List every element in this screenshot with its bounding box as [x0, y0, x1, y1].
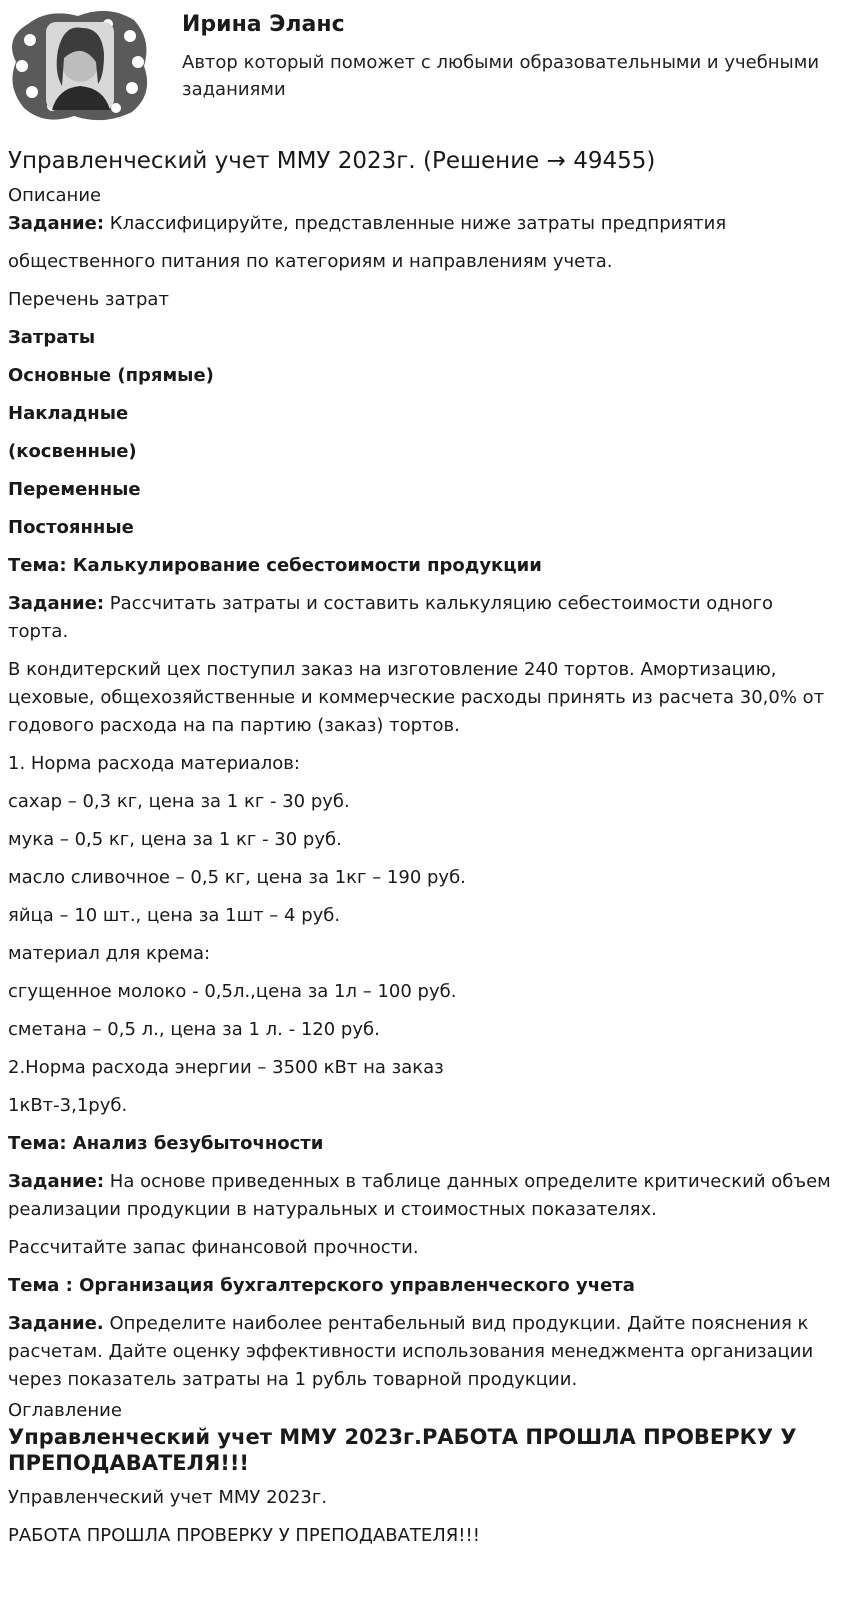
toc-heading: Управленческий учет ММУ 2023г.РАБОТА ПРОШЛА ПРОВЕРКУ У ПРЕПОДАВАТЕЛЯ!!! — [8, 1425, 797, 1475]
description-paragraph — [8, 1310, 833, 1394]
paragraph-text: сгущенное молоко - 0,5л.,цена за 1л – 100 руб. — [8, 981, 457, 1002]
paragraph-bold-lead: Переменные — [8, 479, 141, 500]
paragraph-bold-lead: Основные (прямые) — [8, 365, 214, 386]
description-paragraph — [8, 902, 833, 930]
description-paragraph — [8, 864, 833, 892]
paragraph-bold-lead: Задание: — [8, 213, 105, 234]
description-paragraph — [8, 656, 833, 740]
author-name[interactable]: Ирина Эланс — [182, 12, 345, 37]
page-title: Управленческий учет ММУ 2023г. (Решение → 49455) — [8, 148, 656, 174]
description-paragraph — [8, 514, 833, 542]
paragraph-bold-lead: Задание: — [8, 1171, 105, 1192]
paragraph-text: яйца – 10 шт., цена за 1шт – 4 руб. — [8, 905, 341, 926]
paragraph-text: масло сливочное – 0,5 кг, цена за 1кг – 190 руб. — [8, 867, 466, 888]
paragraph-text: 1. Норма расхода материалов: — [8, 753, 300, 774]
description-paragraph — [8, 1054, 833, 1082]
author-avatar[interactable] — [8, 6, 150, 124]
paragraph-text: общественного питания по категориям и направлениям учета. — [8, 251, 613, 272]
description-paragraph — [8, 940, 833, 968]
paragraph-text: Определите наиболее рентабельный вид продукции. Дайте пояснения к расчетам. Дайте оценку эффективности использования менеджмента организации через показатель затраты на 1 рубль товарной продукции. — [8, 1313, 814, 1390]
description-paragraph — [8, 476, 833, 504]
toc-body — [8, 1484, 833, 1560]
description-paragraph — [8, 1234, 833, 1262]
description-body — [8, 210, 833, 1404]
toc-label: Оглавление — [8, 1400, 122, 1421]
description-paragraph — [8, 590, 833, 646]
paragraph-bold-lead: Тема: Калькулирование себестоимости продукции — [8, 555, 542, 576]
paragraph-bold-lead: Затраты — [8, 327, 96, 348]
description-paragraph — [8, 210, 833, 238]
paragraph-bold-lead: (косвенные) — [8, 441, 137, 462]
description-paragraph — [8, 978, 833, 1006]
paragraph-text: Классифицируйте, представленные ниже затраты предприятия — [104, 213, 727, 234]
description-paragraph — [8, 1168, 833, 1224]
paragraph-text: 1кВт-3,1руб. — [8, 1095, 128, 1116]
paragraph-bold-lead: Задание. — [8, 1313, 104, 1334]
description-paragraph — [8, 1016, 833, 1044]
paragraph-bold-lead: Накладные — [8, 403, 129, 424]
description-paragraph — [8, 552, 833, 580]
description-paragraph — [8, 826, 833, 854]
paragraph-text: материал для крема: — [8, 943, 211, 964]
paragraph-bold-lead: Тема: Анализ безубыточности — [8, 1133, 324, 1154]
author-description: Автор который поможет с любыми образовательными и учебными заданиями — [182, 52, 820, 100]
paragraph-bold-lead: Постоянные — [8, 517, 134, 538]
paragraph-bold-lead: Задание: — [8, 593, 105, 614]
paragraph-text: В кондитерский цех поступил заказ на изготовление 240 тортов. Амортизацию, цеховые, общехозяйственные и коммерческие расходы принять из расчета 30,0% от годового расхода на па партию (заказ) тортов. — [8, 659, 825, 736]
paragraph-text: Перечень затрат — [8, 289, 169, 310]
toc-paragraph: РАБОТА ПРОШЛА ПРОВЕРКУ У ПРЕПОДАВАТЕЛЯ!!! — [8, 1525, 480, 1546]
description-paragraph — [8, 438, 833, 466]
toc-paragraph: Управленческий учет ММУ 2023г. — [8, 1487, 328, 1508]
description-paragraph — [8, 788, 833, 816]
paragraph-text: Рассчитайте запас финансовой прочности. — [8, 1237, 419, 1258]
description-label: Описание — [8, 185, 102, 206]
description-paragraph — [8, 286, 833, 314]
paragraph-text: На основе приведенных в таблице данных определите критический объем реализации продукции в натуральных и стоимостных показателях. — [8, 1171, 831, 1220]
paragraph-bold-lead: Тема : Организация бухгалтерского управленческого учета — [8, 1275, 635, 1296]
author-card — [0, 0, 847, 136]
description-paragraph — [8, 750, 833, 778]
description-paragraph — [8, 1130, 833, 1158]
description-paragraph — [8, 362, 833, 390]
paragraph-text: 2.Норма расхода энергии – 3500 кВт на заказ — [8, 1057, 444, 1078]
description-paragraph — [8, 1092, 833, 1120]
description-paragraph — [8, 1272, 833, 1300]
description-paragraph — [8, 248, 833, 276]
description-paragraph — [8, 400, 833, 428]
paragraph-text: сметана – 0,5 л., цена за 1 л. - 120 руб. — [8, 1019, 380, 1040]
paragraph-text: мука – 0,5 кг, цена за 1 кг - 30 руб. — [8, 829, 342, 850]
paragraph-text: сахар – 0,3 кг, цена за 1 кг - 30 руб. — [8, 791, 350, 812]
paragraph-text: Рассчитать затраты и составить калькуляцию себестоимости одного торта. — [8, 593, 774, 642]
description-paragraph — [8, 324, 833, 352]
